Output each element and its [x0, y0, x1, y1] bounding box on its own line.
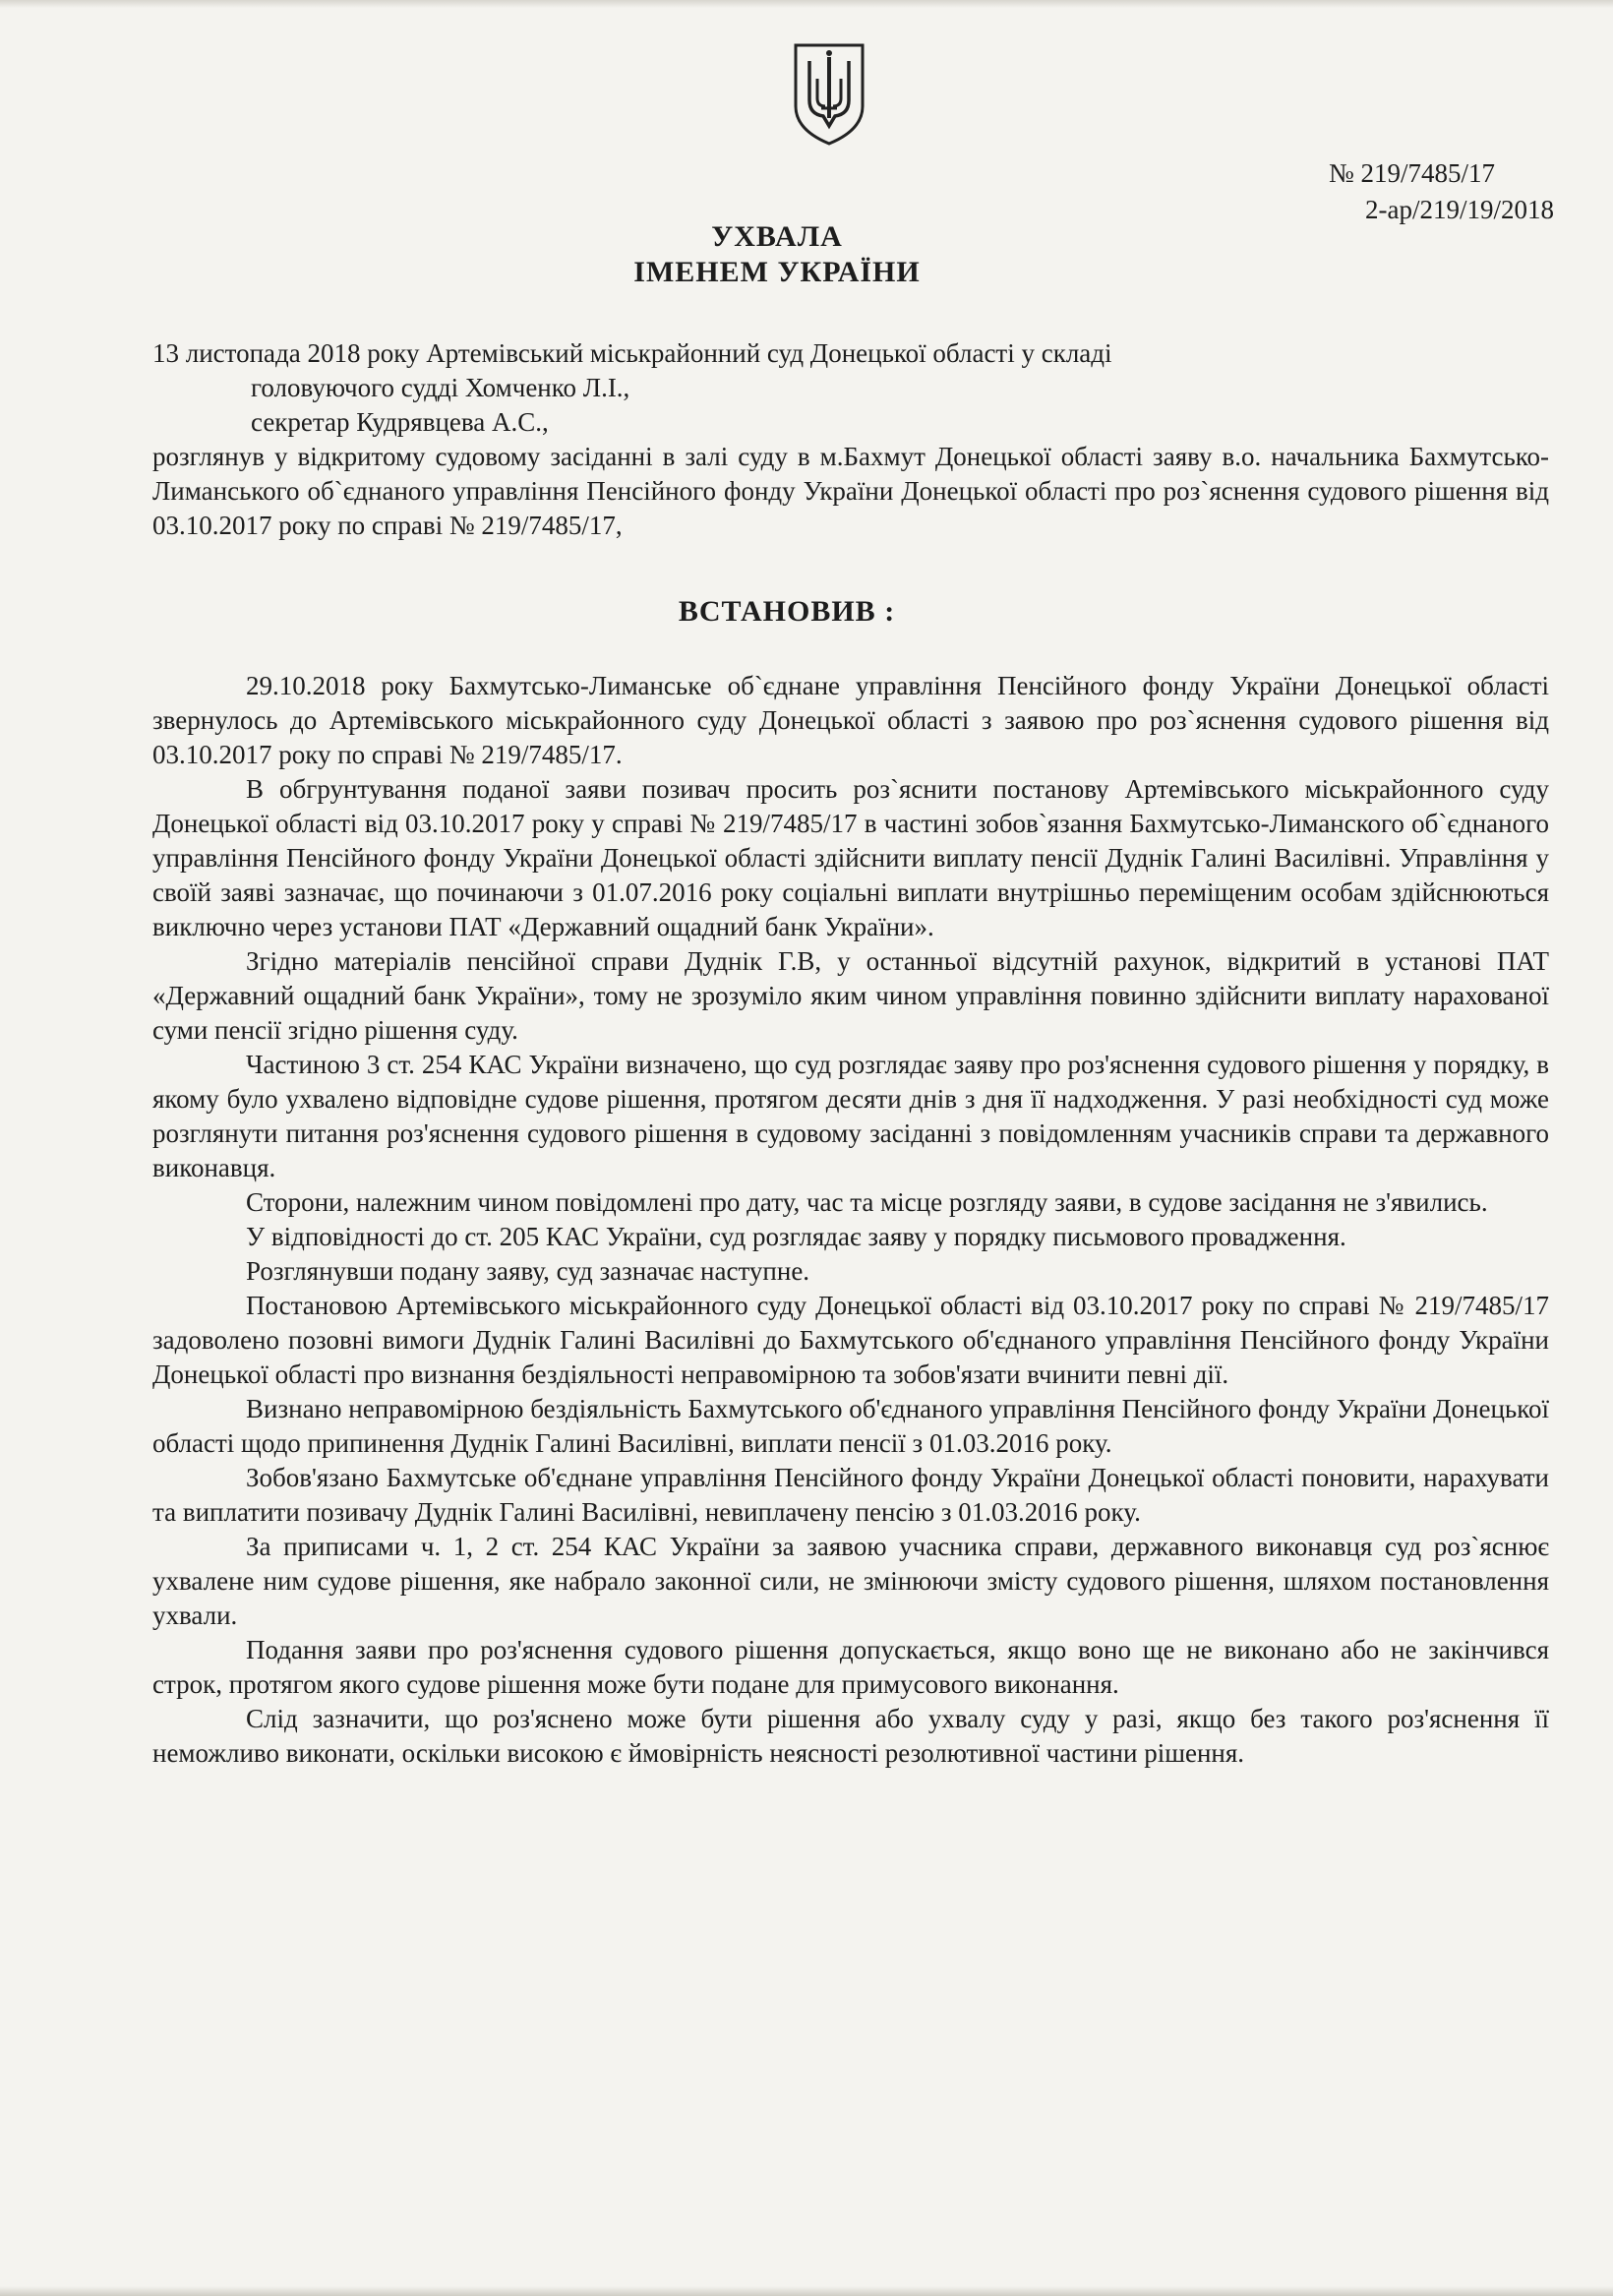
scan-edge-bottom	[0, 2286, 1613, 2296]
body-paragraph: В обгрунтування поданої заяви позивач просить роз`яснити постанову Артемівського міськрайонного суду Донецької області від 03.10.2017 року у справі № 219/7485/17 в частині зобов`язання Бахмутсько-Лиманского об`єднаного управління Пенсійного фонду України Донецької області здійснити виплату пенсії Дуднік Галині Василівні. Управління у своїй заяві зазначає, що починаючи з 01.07.2016 року соціальні виплати внутрішньо переміщеним особам здійснюються виключно через установи ПАТ «Державний ощадний банк України».	[152, 774, 1549, 941]
proceeding-number: 2-ар/219/19/2018	[1365, 195, 1554, 224]
body-paragraph: Визнано неправомірною бездіяльність Бахмутського об'єднаного управління Пенсійного фонду України Донецької області щодо припинення Дуднік Галині Василівні, виплати пенсії з 01.03.2016 року.	[152, 1394, 1549, 1458]
case-number: № 219/7485/17	[1328, 158, 1495, 188]
section-heading: ВСТАНОВИВ :	[678, 595, 896, 628]
body-paragraph: Згідно матеріалів пенсійної справи Дуднік Г.В, у останньої відсутній рахунок, відкритий в установі ПАТ «Державний ощадний банк України», тому не зрозуміло яким чином управління повинно здійснити виплату нарахованої суми пенсії згідно рішення суду.	[152, 946, 1549, 1045]
body-text	[152, 669, 1549, 1771]
body-paragraph: Подання заяви про роз'яснення судового рішення допускається, якщо воно ще не виконано або не закінчився строк, протягом якого судове рішення може бути подане для примусового виконання.	[152, 1635, 1549, 1699]
intro-considered: розглянув у відкритому судовому засіданні в залі суду в м.Бахмут Донецької області заяву в.о. начальника Бахмутсько-Лиманського об`єднаного управління Пенсійного фонду України Донецької області про роз`яснення судового рішення від 03.10.2017 року по справі № 219/7485/17,	[152, 442, 1549, 540]
case-number-block	[1329, 155, 1554, 228]
intro-judge: головуючого судді Хомченко Л.І.,	[251, 373, 630, 402]
body-paragraph: Зобов'язано Бахмутське об'єднане управління Пенсійного фонду України Донецької області поновити, нарахувати та виплатити позивачу Дуднік Галині Василівні, невиплачену пенсію з 01.03.2016 року.	[152, 1463, 1549, 1527]
body-paragraph: Постановою Артемівського міськрайонного суду Донецької області від 03.10.2017 року по справі № 219/7485/17 задоволено позовні вимоги Дуднік Галині Василівні до Бахмутського об'єднаного управління Пенсійного фонду України Донецької області про визнання бездіяльності неправомірною та зобов'язати вчинити певні дії.	[152, 1291, 1549, 1389]
intro-date-court: 13 листопада 2018 року Артемівський міськрайонний суд Донецької області у складі	[152, 338, 1112, 368]
document-subtitle: ІМЕНЕМ УКРАЇНИ	[633, 256, 921, 288]
body-paragraph: У відповідності до ст. 205 КАС України, суд розглядає заяву у порядку письмового провадження.	[246, 1222, 1346, 1251]
body-paragraph: Слід зазначити, що роз'яснено може бути рішення або ухвалу суду у разі, якщо без такого роз'яснення її неможливо виконати, оскільки високою є ймовірність неясності резолютивної частини рішення.	[152, 1704, 1549, 1768]
body-paragraph: Частиною 3 ст. 254 КАС України визначено, що суд розглядає заяву про роз'яснення судового рішення у порядку, в якому було ухвалено відповідне судове рішення, протягом десяти днів з дня її надходження. У разі необхідності суд може розглянути питання роз'яснення судового рішення в судовому засіданні з повідомленням учасників справи та державного виконавця.	[152, 1050, 1549, 1182]
body-paragraph: За приписами ч. 1, 2 ст. 254 КАС України за заявою учасника справи, державного виконавця суд роз`яснює ухвалене ним судове рішення, яке набрало законної сили, не змінюючи змісту судового рішення, шляхом постановлення ухвали.	[152, 1532, 1549, 1630]
coat-of-arms-icon	[790, 39, 868, 148]
document-title: УХВАЛА	[711, 220, 843, 253]
intro-block	[152, 336, 1549, 543]
body-paragraph: 29.10.2018 року Бахмутсько-Лиманське об`єднане управління Пенсійного фонду України Донецької області звернулось до Артемівського міськрайонного суду Донецької області з заявою про роз`яснення судового рішення від 03.10.2017 року по справі № 219/7485/17.	[152, 671, 1549, 769]
body-paragraph: Сторони, належним чином повідомлені про дату, час та місце розгляду заяви, в судове засідання не з'явились.	[246, 1187, 1488, 1217]
intro-secretary: секретар Кудрявцева А.С.,	[251, 407, 549, 437]
scan-edge-top	[0, 0, 1613, 8]
body-paragraph: Розглянувши подану заяву, суд зазначає наступне.	[246, 1256, 810, 1286]
